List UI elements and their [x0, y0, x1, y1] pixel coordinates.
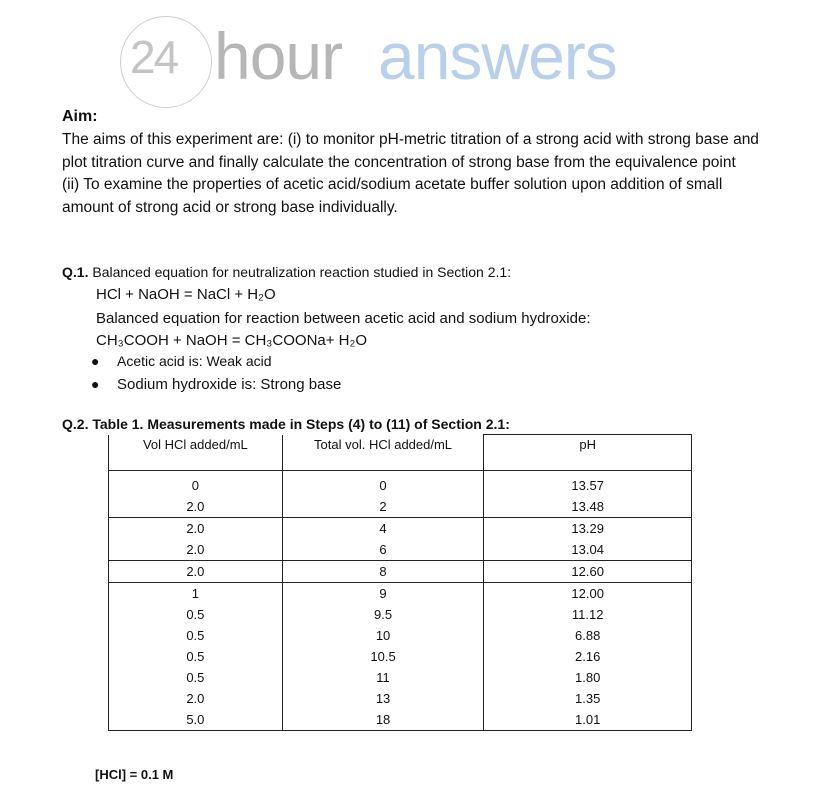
cell: 13.04: [484, 539, 692, 561]
cell: 2.0: [109, 688, 283, 709]
cell: 5.0: [109, 709, 283, 731]
table-row: [109, 539, 692, 561]
equation-acetic: CH₃COOH + NaOH = CH₃COONa+ H₂O: [96, 332, 368, 349]
table-row: [109, 625, 692, 646]
table-row: [109, 583, 692, 605]
cell: 2.0: [109, 496, 283, 518]
q1-label: Q.1.: [62, 264, 89, 280]
cell: 18: [282, 709, 484, 731]
bullet-naoh: [91, 376, 342, 393]
logo-number: 24: [130, 31, 178, 83]
q1-prompt-acetic: Balanced equation for reaction between acetic acid and sodium hydroxide:: [96, 310, 591, 327]
table-row: [109, 646, 692, 667]
cell: 8: [282, 561, 484, 583]
cell: 2: [282, 496, 484, 518]
header-total-vol: Total vol. HCl added/mL: [282, 435, 484, 471]
cell: 9.5: [282, 604, 484, 625]
q2-table-title: Q.2. Table 1. Measurements made in Steps (4) to (11) of Section 2.1:: [62, 416, 510, 432]
header-vol-hcl: Vol HCl added/mL: [109, 435, 283, 471]
cell: 0: [109, 471, 283, 497]
cell: 11.12: [484, 604, 692, 625]
aim-heading: Aim:: [62, 108, 98, 125]
cell: 9: [282, 583, 484, 605]
table-header-row: [109, 435, 692, 471]
cell: 0.5: [109, 604, 283, 625]
watermark-logo: [118, 10, 658, 105]
cell: 13.29: [484, 518, 692, 540]
table-row: [109, 709, 692, 731]
measurements-table: [108, 434, 692, 731]
table-row: [109, 471, 692, 497]
cell: 0: [282, 471, 484, 497]
table-row: [109, 561, 692, 583]
cell: 2.16: [484, 646, 692, 667]
logo-word-hour: hour: [214, 19, 343, 93]
q1-prompt-text: Balanced equation for neutralization reaction studied in Section 2.1:: [92, 264, 512, 280]
cell: 10: [282, 625, 484, 646]
q1-prompt: [62, 264, 511, 280]
cell: 13.48: [484, 496, 692, 518]
equation-neutralization: HCl + NaOH = NaCl + H₂O: [96, 286, 276, 303]
header-ph: pH: [484, 435, 692, 471]
cell: 1.80: [484, 667, 692, 688]
aim-text: The aims of this experiment are: (i) to monitor pH-metric titration of a strong acid with strong base and plot titration curve and finally calculate the concentration of strong base from the equivalence point (ii) To examine the properties of acetic acid/sodium acetate buffer solution upon addition of small amount of strong acid or strong base individually.: [62, 131, 759, 216]
cell: 12.00: [484, 583, 692, 605]
table-row: [109, 604, 692, 625]
cell: 11: [282, 667, 484, 688]
cell: 2.0: [109, 561, 283, 583]
cell: 1.35: [484, 688, 692, 709]
cell: 1.01: [484, 709, 692, 731]
table-row: [109, 496, 692, 518]
logo-word-answers: answers: [378, 19, 617, 93]
bullet-naoh-text: Sodium hydroxide is: Strong base: [117, 376, 342, 393]
bullet-dot: ●: [91, 353, 100, 369]
cell: 10.5: [282, 646, 484, 667]
cell: 0.5: [109, 646, 283, 667]
cell: 12.60: [484, 561, 692, 583]
table-row: [109, 518, 692, 540]
table-row: [109, 667, 692, 688]
cell: 6: [282, 539, 484, 561]
table-row: [109, 688, 692, 709]
cell: 0.5: [109, 667, 283, 688]
cell: 4: [282, 518, 484, 540]
cell: 0.5: [109, 625, 283, 646]
bullet-dot: ●: [91, 376, 100, 392]
cell: 13: [282, 688, 484, 709]
cell: 13.57: [484, 471, 692, 497]
hcl-concentration: [HCl] = 0.1 M: [95, 767, 174, 782]
cell: 2.0: [109, 518, 283, 540]
cell: 6.88: [484, 625, 692, 646]
cell: 2.0: [109, 539, 283, 561]
bullet-acetic: [91, 353, 272, 369]
bullet-acetic-text: Acetic acid is: Weak acid: [117, 353, 272, 369]
cell: 1: [109, 583, 283, 605]
